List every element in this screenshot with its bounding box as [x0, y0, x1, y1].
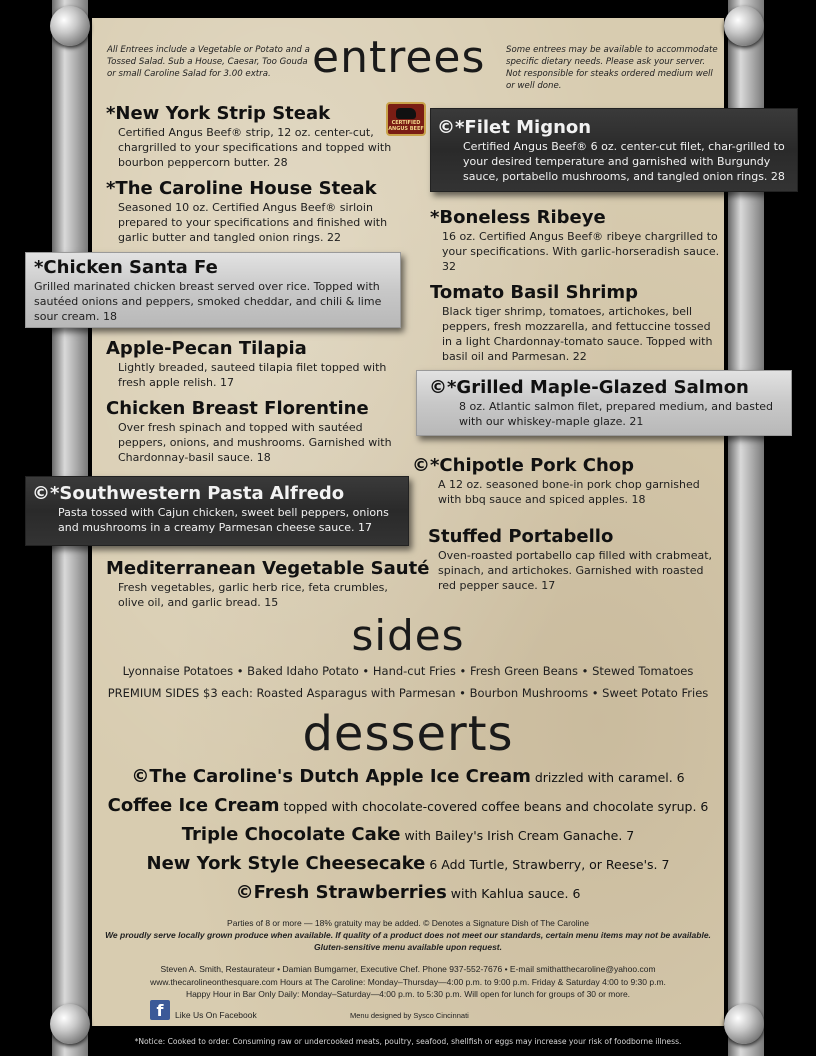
dessert-item [0, 882, 816, 903]
entree-item [412, 455, 718, 507]
hours-line: www.thecarolineonthesquare.com Hours at The Caroline: Monday–Thursday—4:00 p.m. to 9:00 p.m. Friday & Saturday 4:00 to 9:30 p.m. [150, 977, 666, 987]
dietary-note: Some entrees may be available to accommodate specific dietary needs. Please ask your server. Not responsible for steaks ordered medium well or well done. [506, 45, 718, 91]
dessert-name: Coffee Ice Cream [107, 795, 280, 816]
dessert-description: drizzled with caramel. 6 [530, 770, 685, 785]
entree-description: Fresh vegetables, garlic herb rice, feta crumbles, olive oil, and garlic bread. 15 [118, 581, 388, 609]
entree-name: Mediterranean Vegetable Sauté [106, 558, 430, 579]
entree-name: Stuffed Portabello [428, 526, 614, 547]
entree-description: Certified Angus Beef® 6 oz. center-cut filet, char-grilled to your desired temperature and garnished with Burgundy sauce, portabello mushrooms, and tangled onion rings. 28 [463, 140, 785, 183]
dessert-name: New York Style Cheesecake [146, 853, 426, 874]
dessert-item [0, 853, 816, 874]
entree-item [106, 398, 406, 465]
dessert-description: with Kahlua sauce. 6 [446, 886, 581, 901]
entree-name: *Chicken Santa Fe [34, 257, 218, 278]
entree-name: *Boneless Ribeye [430, 207, 606, 228]
entree-item [106, 103, 406, 170]
dessert-description: 6 Add Turtle, Strawberry, or Reese's. 7 [425, 857, 670, 872]
entrees-heading: entrees [312, 32, 486, 83]
dessert-item [0, 795, 816, 816]
entree-name: ©*Filet Mignon [437, 117, 592, 138]
contact-line: Steven A. Smith, Restaurateur • Damian Bumgarner, Executive Chef. Phone 937-552-7676 • E-mail smithatthecaroline@yahoo.com [160, 964, 656, 974]
dessert-item [0, 766, 816, 787]
featured-entree-banner [416, 370, 792, 436]
entree-item [430, 207, 720, 274]
entree-item [428, 526, 720, 593]
premium-sides-list: PREMIUM SIDES $3 each: Roasted Asparagus with Parmesan • Bourbon Mushrooms • Sweet Potato Fries [107, 686, 709, 700]
entree-name: *New York Strip Steak [106, 103, 331, 124]
entree-item [430, 282, 720, 364]
entree-description: Lightly breaded, sauteed tilapia filet topped with fresh apple relish. 17 [118, 361, 387, 389]
gratuity-note: Parties of 8 or more — 18% gratuity may be added. © Denotes a Signature Dish of The Caroline [227, 918, 589, 928]
entree-item [106, 558, 430, 610]
bolt-icon [724, 6, 764, 46]
entree-name: Tomato Basil Shrimp [430, 282, 639, 303]
entree-description: Black tiger shrimp, tomatoes, artichokes, bell peppers, fresh mozzarella, and fettuccine tossed in a light Chardonnay-tomato sauce. Topped with basil oil and Parmesan. 22 [442, 305, 713, 363]
sides-list: Lyonnaise Potatoes • Baked Idaho Potato • Hand-cut Fries • Fresh Green Beans • Stewed Tomatoes [122, 664, 694, 678]
facebook-icon[interactable]: f [150, 1000, 170, 1020]
entree-description: Over fresh spinach and topped with sautéed peppers, onions, and mushrooms. Garnished with Chardonnay-basil sauce. 18 [118, 421, 392, 464]
entree-name: ©*Chipotle Pork Chop [412, 455, 635, 476]
foodborne-notice: *Notice: Cooked to order. Consuming raw or undercooked meats, poultry, seafood, shellfish or eggs may increase your risk of foodborne illness. [134, 1037, 682, 1046]
entree-description: Oven-roasted portabello cap filled with crabmeat, spinach, and artichokes. Garnished with roasted red pepper sauce. 17 [438, 549, 713, 592]
entree-name: Chicken Breast Florentine [106, 398, 369, 419]
entree-item [106, 338, 406, 390]
produce-note: We proudly serve locally grown produce when available. If quality of a product does not meet our standards, certain menu items may not be available. [105, 930, 711, 940]
entree-description: 16 oz. Certified Angus Beef® ribeye chargrilled to your specifications. With garlic-horseradish sauce. 32 [442, 230, 720, 273]
certified-angus-beef-logo: CERTIFIED ANGUS BEEF [386, 102, 426, 136]
featured-entree-banner [25, 252, 401, 328]
entree-description: A 12 oz. seasoned bone-in pork chop garnished with bbq sauce and spiced apples. 18 [438, 478, 700, 506]
dessert-name: ©Fresh Strawberries [235, 882, 447, 903]
entree-includes-note: All Entrees include a Vegetable or Potato and a Tossed Salad. Sub a House, Caesar, Too Gouda or small Caroline Salad for 3.00 extra. [107, 45, 310, 79]
entree-name: *The Caroline House Steak [106, 178, 377, 199]
entree-name: Apple-Pecan Tilapia [106, 338, 307, 359]
entree-description: 8 oz. Atlantic salmon filet, prepared medium, and basted with our whiskey-maple glaze. 21 [459, 400, 774, 428]
featured-entree-banner [430, 108, 798, 192]
dessert-description: with Bailey's Irish Cream Ganache. 7 [400, 828, 635, 843]
entree-description: Grilled marinated chicken breast served over rice. Topped with sautéed onions and peppers, smoked cheddar, and chili & lime sour cream. 18 [34, 280, 382, 323]
entree-description: Certified Angus Beef® strip, 12 oz. center-cut, chargrilled to your specifications and topped with bourbon peppercorn butter. 28 [118, 126, 392, 169]
dessert-name: ©The Caroline's Dutch Apple Ice Cream [131, 766, 531, 787]
desserts-heading: desserts [302, 706, 514, 762]
dessert-description: topped with chocolate-covered coffee beans and chocolate syrup. 6 [279, 799, 709, 814]
entree-name: ©*Grilled Maple-Glazed Salmon [429, 377, 749, 398]
bolt-icon [50, 6, 90, 46]
happy-hour-line: Happy Hour in Bar Only Daily: Monday–Saturday—4:00 p.m. to 5:30 p.m. Will open for lunch for groups of 30 or more. [185, 989, 631, 999]
entree-description: Pasta tossed with Cajun chicken, sweet bell peppers, onions and mushrooms in a creamy Parmesan cheese sauce. 17 [58, 506, 389, 534]
entree-name: ©*Southwestern Pasta Alfredo [32, 483, 345, 504]
facebook-link[interactable]: Like Us On Facebook [175, 1010, 257, 1020]
designer-credit: Menu designed by Sysco Cincinnati [350, 1011, 469, 1020]
dessert-item [0, 824, 816, 845]
sides-heading: sides [351, 611, 465, 660]
dessert-name: Triple Chocolate Cake [181, 824, 401, 845]
featured-entree-banner [25, 476, 409, 546]
entree-item [106, 178, 406, 245]
entree-description: Seasoned 10 oz. Certified Angus Beef® sirloin prepared to your specifications and finished with garlic butter and tangled onion rings. 22 [118, 201, 388, 244]
gluten-note: Gluten-sensitive menu available upon request. [314, 942, 502, 952]
